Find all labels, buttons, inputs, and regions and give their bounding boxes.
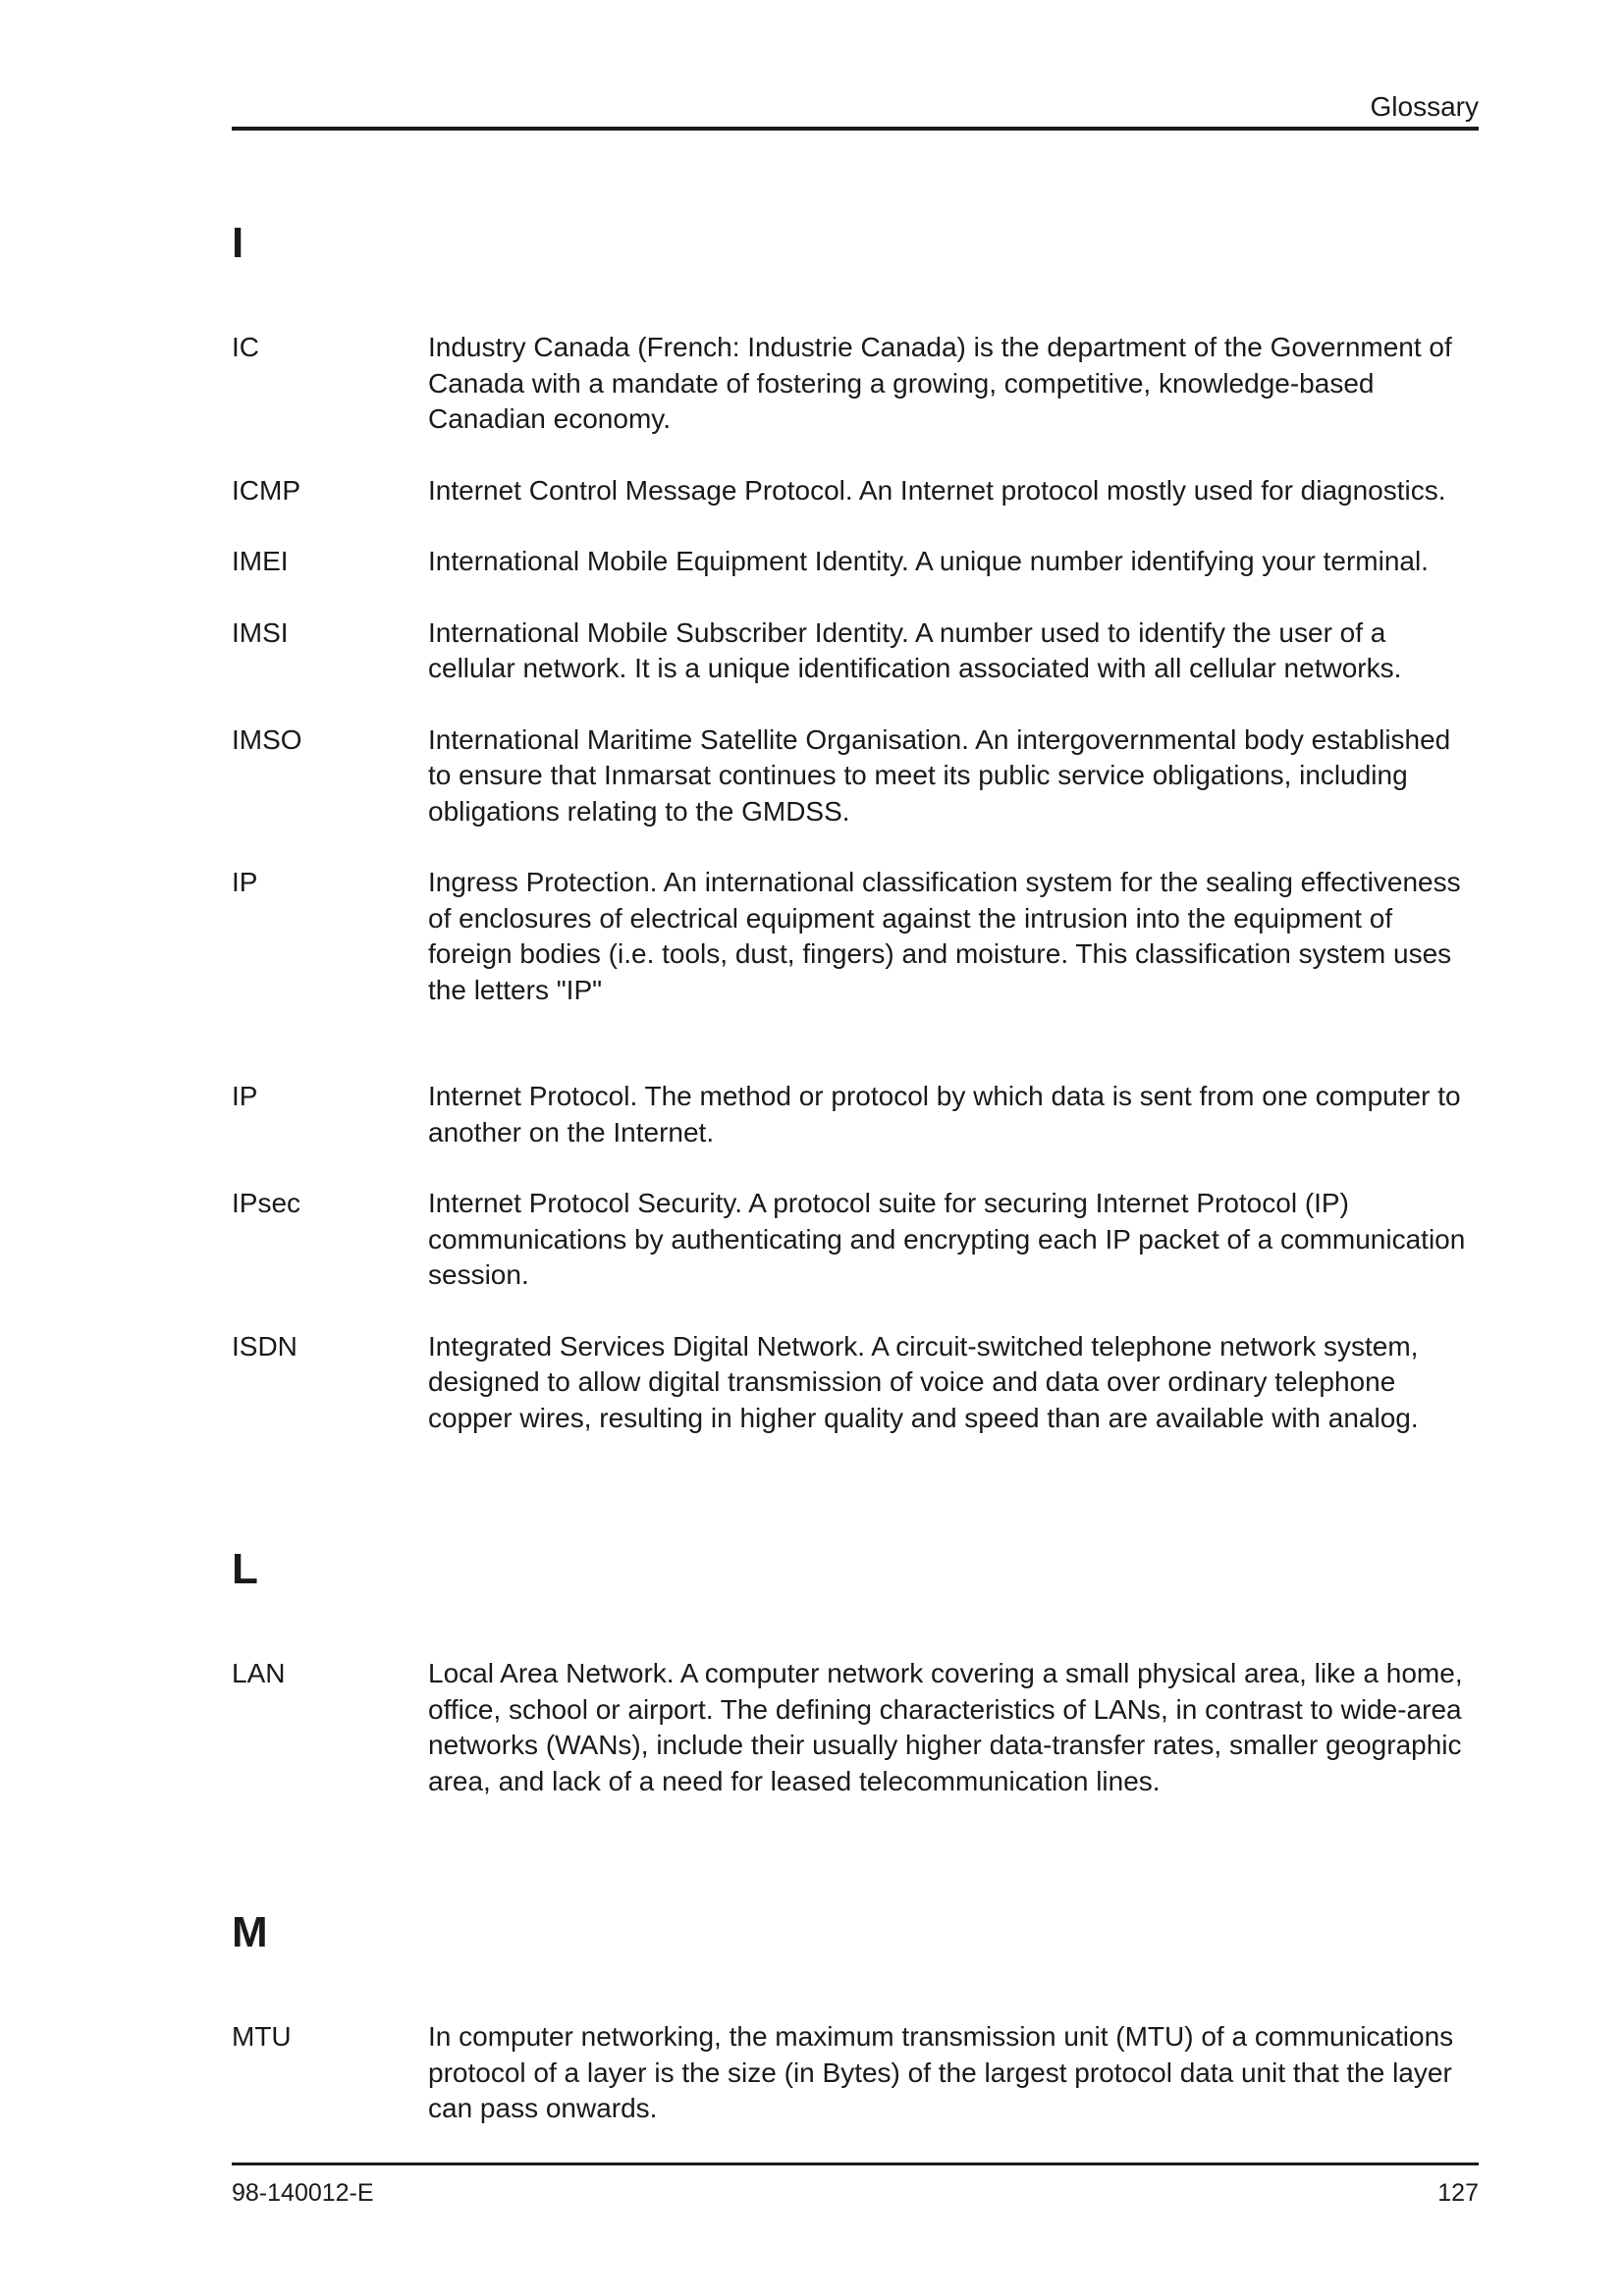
glossary-definition: Ingress Protection. An international classification system for the sealing effectiveness of enclosures of electrical equipment against the intrusion into the equipment of foreign bodies (i.e. tools, dust, fingers) and moisture. This classification system uses the letters "IP" <box>428 867 1461 1005</box>
glossary-definition: International Mobile Subscriber Identity. A number used to identify the user of a cellular network. It is a unique identification associated with all cellular networks. <box>428 616 1402 683</box>
header-divider <box>232 127 1479 131</box>
glossary-entry <box>232 722 1479 830</box>
page-header-title: Glossary <box>1370 91 1479 122</box>
section-letter-m: M <box>232 1908 268 1956</box>
glossary-entry <box>232 544 1479 580</box>
glossary-definition: In computer networking, the maximum transmission unit (MTU) of a communications protocol of a layer is the size (in Bytes) of the largest protocol data unit that the layer can pass onwards. <box>428 2021 1454 2123</box>
glossary-term: IC <box>232 332 259 362</box>
glossary-definition: Integrated Services Digital Network. A circuit-switched telephone network system, designed to allow digital transmission of voice and data over ordinary telephone copper wires, resulting in higher quality and speed than are available with analog. <box>428 1330 1419 1433</box>
glossary-entry <box>232 1079 1479 1150</box>
glossary-entry <box>232 865 1479 1008</box>
section-letter-l: L <box>232 1545 258 1593</box>
glossary-definition: Local Area Network. A computer network covering a small physical area, like a home, office, school or airport. The defining characteristics of LANs, in contrast to wide-area networks (WANs), include their usually higher data-transfer rates, smaller geographic area, and lack of a need for leased telecommunication lines. <box>428 1658 1463 1796</box>
glossary-term: IMSO <box>232 723 302 755</box>
glossary-term: IMSI <box>232 616 289 648</box>
glossary-entry <box>232 1329 1479 1437</box>
glossary-term: IMEI <box>232 546 289 576</box>
glossary-entry <box>232 330 1479 438</box>
page-number: 127 <box>1437 2179 1479 2207</box>
glossary-term: ISDN <box>232 1330 298 1362</box>
glossary-entry <box>232 1656 1479 1799</box>
glossary-entry <box>232 473 1479 509</box>
footer-divider <box>232 2163 1479 2165</box>
glossary-content <box>232 216 1479 2163</box>
glossary-term: IP <box>232 1081 258 1111</box>
glossary-definition: Industry Canada (French: Industrie Canada) is the department of the Government of Canada with a mandate of fostering a growing, competitive, knowledge-based Canadian economy. <box>428 332 1452 434</box>
glossary-definition: Internet Protocol. The method or protocol by which data is sent from one computer to another on the Internet. <box>428 1081 1461 1148</box>
glossary-term: IPsec <box>232 1188 301 1218</box>
document-number: 98-140012-E <box>232 2179 374 2207</box>
glossary-term: IP <box>232 867 258 897</box>
section-spacer <box>232 1471 1479 1542</box>
glossary-definition: Internet Protocol Security. A protocol suite for securing Internet Protocol (IP) communications by authenticating and encrypting each IP packet of a communication session. <box>428 1188 1466 1290</box>
glossary-entry <box>232 615 1479 687</box>
glossary-definition: Internet Control Message Protocol. An Internet protocol mostly used for diagnostics. <box>428 474 1446 506</box>
glossary-term: MTU <box>232 2021 292 2052</box>
glossary-term: LAN <box>232 1658 286 1688</box>
glossary-definition: International Maritime Satellite Organisation. An intergovernmental body established to ensure that Inmarsat continues to meet its public service obligations, including obligations relating to the GMDSS. <box>428 723 1451 827</box>
section-spacer <box>232 1835 1479 1905</box>
glossary-term: ICMP <box>232 474 300 506</box>
section-letter-i: I <box>232 219 244 267</box>
glossary-definition: International Mobile Equipment Identity. A unique number identifying your terminal. <box>428 546 1429 576</box>
glossary-entry <box>232 2019 1479 2127</box>
glossary-entry <box>232 1186 1479 1294</box>
